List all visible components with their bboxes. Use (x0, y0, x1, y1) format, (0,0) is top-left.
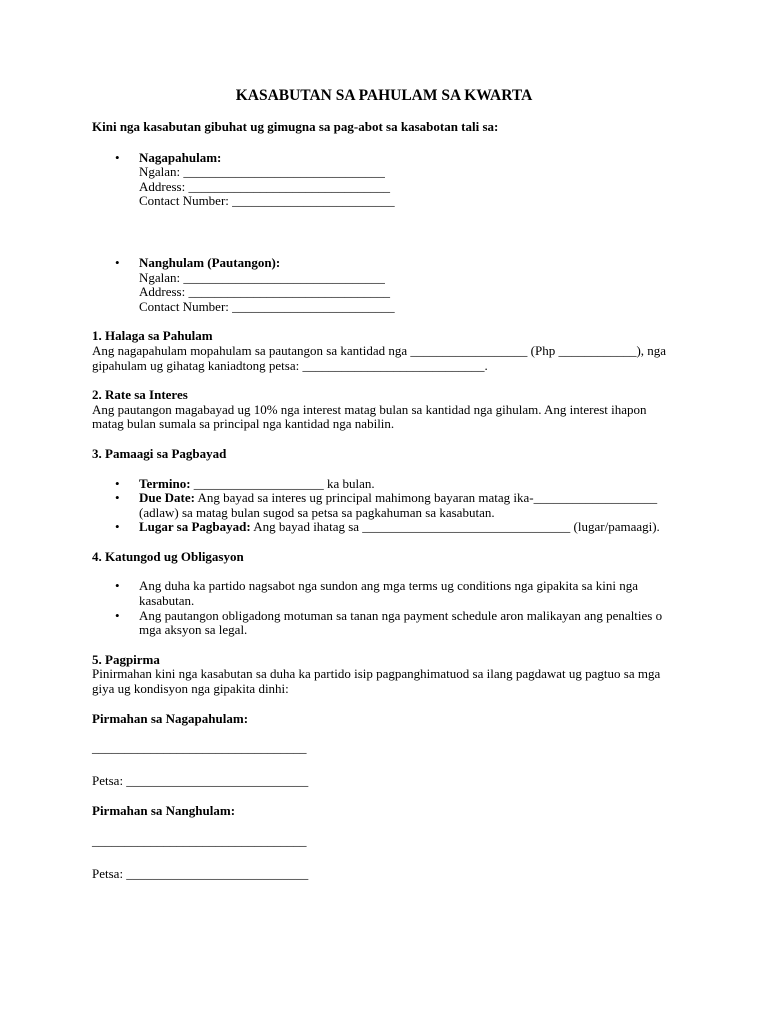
payment-place-label: Lugar sa Pagbayad: (139, 519, 251, 535)
borrower-date-field: Petsa: ____________________________ (92, 865, 309, 881)
lender-heading: • Nagapahulam: (139, 149, 222, 165)
borrower-signature-label: Pirmahan sa Nanghulam: (92, 803, 236, 819)
borrower-item (92, 256, 692, 314)
lender-signature-label: Pirmahan sa Nagapahulam: (92, 710, 249, 726)
obligation1-line2: kasabutan. (139, 593, 195, 609)
borrower-address-field: Address: _______________________________ (139, 284, 390, 300)
section-signing (92, 653, 692, 697)
borrower-contact-field: Contact Number: _________________________ (139, 298, 395, 314)
borrower-signature-line: _________________________________ (92, 833, 307, 848)
section1-line1: Ang nagapahulam mopahulam sa pautangon sa kantidad nga __________________ (Php ____________), nga (92, 342, 667, 358)
lender-block (92, 151, 692, 209)
lender-contact-field: Contact Number: _________________________ (139, 193, 395, 209)
payment-place-item (92, 520, 692, 535)
lender-signature-block (92, 712, 692, 789)
section4-title: 4. Katungod ug Obligasyon (92, 548, 244, 564)
section-interest-rate (92, 388, 692, 432)
section5-line1: Pinirmahan kini nga kasabutan sa duha ka partido isip pagpanghimatuod sa ilang pagdawat ug pagtuo sa mga (92, 666, 661, 682)
obligation2-line2: mga aksyon sa legal. (139, 622, 248, 638)
section1-line2: gipahulam ug gihatag kaniadtong petsa: ____________________________. (92, 357, 488, 373)
obligation1-line1: Ang duha ka partido nagsabot nga sundon ang mga terms ug conditions nga gipakita sa kini nga (139, 578, 638, 594)
obligation-item (92, 579, 692, 608)
section2-line2: matag bulan sumala sa principal nga kantidad nga nabilin. (92, 416, 395, 432)
document-page (92, 86, 692, 881)
due-date-label: Due Date: (139, 490, 195, 506)
lender-name-field: Ngalan: _______________________________ (139, 164, 385, 180)
term-item (92, 477, 692, 492)
section2-title: 2. Rate sa Interes (92, 387, 188, 403)
intro-text: Kini nga kasabutan gibuhat ug gimugna sa pag-abot sa kasabotan tali sa: (92, 119, 499, 134)
section3-title: 3. Pamaagi sa Pagbayad (92, 445, 227, 461)
borrower-signature-block (92, 804, 692, 881)
section-rights-obligations (92, 550, 692, 638)
term-label: Termino: (139, 475, 191, 491)
document-title: KASABUTAN SA PAHULAM SA KWARTA (235, 87, 533, 104)
lender-date-field: Petsa: ____________________________ (92, 772, 309, 788)
borrower-heading: • Nanghulam (Pautangon): (139, 254, 281, 270)
borrower-block (92, 256, 692, 314)
section-loan-amount (92, 329, 692, 373)
payment-terms-list (92, 477, 692, 535)
section1-title: 1. Halaga sa Pahulam (92, 328, 213, 344)
lender-signature-line: _________________________________ (92, 740, 307, 756)
section5-title: 5. Pagpirma (92, 651, 160, 667)
term-text: ____________________ ka bulan. (190, 475, 375, 491)
section5-line2: giya ug kondisyon nga gipakita dinhi: (92, 681, 289, 697)
obligation-item (92, 609, 692, 638)
payment-place-text: Ang bayad ihatag sa ________________________________ (lugar/pamaagi). (250, 519, 660, 535)
due-date-text-cont: (adlaw) sa matag bulan sugod sa petsa sa pagkahuman sa kasabutan. (139, 504, 495, 520)
section2-line1: Ang pautangon magabayad ug 10% nga interest matag bulan sa kantidad nga gihulam. Ang interest ihapon (92, 401, 647, 417)
section-payment-method (92, 447, 692, 535)
borrower-name-field: Ngalan: _______________________________ (139, 269, 385, 285)
obligations-list (92, 579, 692, 637)
lender-address-field: Address: _______________________________ (139, 178, 390, 194)
due-date-text: Ang bayad sa interes ug principal mahimong bayaran matag ika-___________________ (194, 490, 658, 506)
due-date-item (92, 491, 692, 520)
lender-item (92, 151, 692, 209)
obligation2-line1: Ang pautangon obligadong motuman sa tanan nga payment schedule aron malikayan ang penalties o (139, 607, 663, 623)
